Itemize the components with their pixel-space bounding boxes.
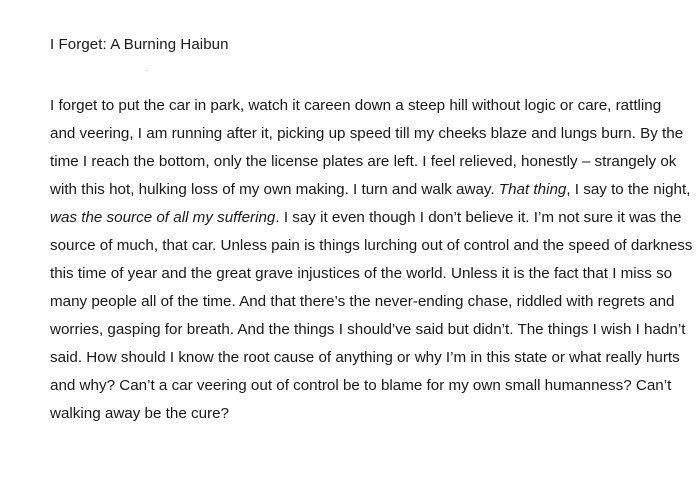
haibun-paragraph [50,92,693,428]
text-segment: walking away be the cure? [50,405,229,422]
paragraph-line [50,400,680,428]
paragraph-line [50,316,686,344]
paragraph-line [50,148,680,176]
text-segment: I forget to put the car in park, watch it careen down a steep hill without logic or care, rattling [50,97,662,114]
paragraph-line [50,204,680,232]
text-segment: source of much, that car. Unless pain is things lurching out of control and the speed of darkness [50,237,693,254]
scan-speck [146,70,148,71]
text-segment: and why? Can’t a car veering out of control be to blame for my own small humanness? Can’t [50,377,672,394]
text-segment: , I say to the night, [566,181,691,198]
paragraph-line [50,176,691,204]
text-segment: many people all of the time. And that there’s the never-ending chase, riddled with regrets and [50,293,675,310]
text-segment: time I reach the bottom, only the license plates are left. I feel relieved, honestly – strangely ok [50,153,677,170]
poem-title: I Forget: A Burning Haibun [50,36,229,53]
italic-text-segment: That thing [498,181,567,198]
text-segment: with this hot, hulking loss of my own making. I turn and walk away. [50,181,499,198]
paragraph-line [50,120,684,148]
italic-text-segment: was the source of all my suffering [50,209,276,226]
paragraph-line [50,372,680,400]
paragraph-line [50,260,680,288]
text-segment: said. How should I know the root cause of anything or why I’m in this state or what really hurts [50,349,680,366]
text-segment: and veering, I am running after it, picking up speed till my cheeks blaze and lungs burn. By the [50,125,684,142]
paragraph-line [50,232,693,260]
text-segment: worries, gasping for breath. And the things I should’ve said but didn’t. The things I wish I hadn’t [50,321,686,338]
text-segment: . I say it even though I don’t believe it. I’m not sure it was the [275,209,682,226]
paragraph-line [50,344,680,372]
paragraph-line [50,288,680,316]
paragraph-line [50,92,680,120]
text-segment: this time of year and the great grave injustices of the world. Unless it is the fact that I miss so [50,265,673,282]
